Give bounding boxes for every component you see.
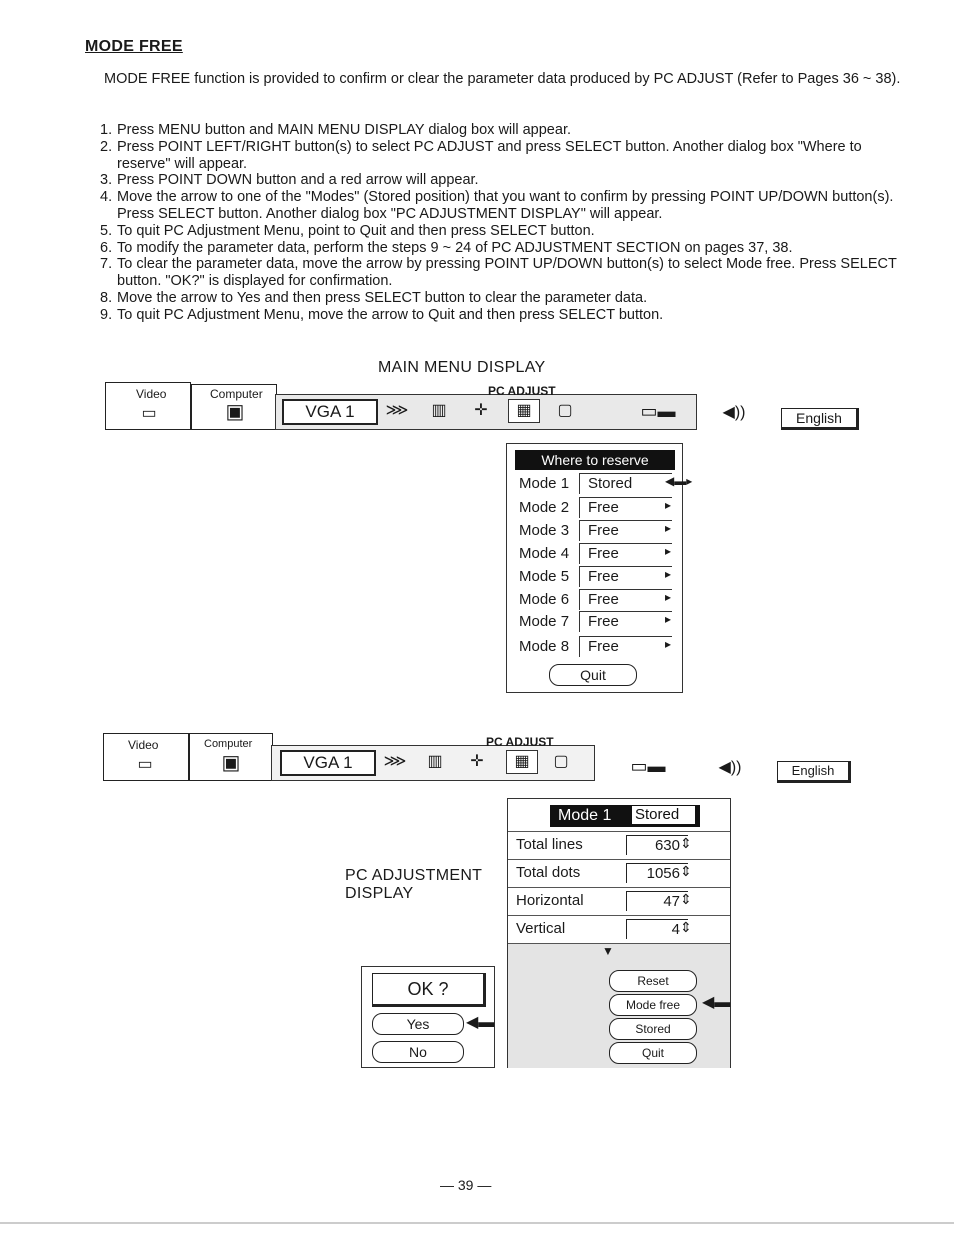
pointer-arrow-icon: ◀▬ bbox=[466, 1014, 495, 1031]
spinner-icon[interactable]: ⇕ bbox=[680, 835, 692, 851]
sync-icon[interactable]: ⋙ bbox=[385, 402, 409, 419]
step-item: 9. To quit PC Adjustment Menu, move the arrow to Quit and then press SELECT button. bbox=[100, 306, 664, 323]
chevron-right-icon: ▸ bbox=[665, 637, 672, 651]
image-icon[interactable]: ▭▬ bbox=[630, 756, 666, 776]
step-list bbox=[100, 122, 905, 324]
projector-icon: ▭ bbox=[137, 756, 153, 773]
input-source-field[interactable]: VGA 1 bbox=[280, 750, 376, 776]
pc-adjust-icon[interactable]: ▦ bbox=[508, 399, 540, 423]
ok-confirm-dialog bbox=[361, 966, 495, 1068]
spinner-icon[interactable]: ⇕ bbox=[680, 863, 692, 879]
stored-button[interactable]: Stored bbox=[609, 1018, 697, 1040]
yes-button[interactable]: Yes bbox=[372, 1013, 464, 1035]
where-to-reserve-dialog bbox=[506, 443, 693, 693]
mode-header: Mode 1 Stored bbox=[550, 805, 700, 827]
mode-row[interactable]: Mode 2 Free ▸ bbox=[519, 498, 672, 516]
chevron-right-icon: ▸ bbox=[665, 521, 672, 535]
language-field[interactable]: English bbox=[777, 761, 851, 783]
main-menu-bar-2 bbox=[103, 733, 853, 779]
pc-adjust-label: PC ADJUST bbox=[488, 384, 556, 398]
bottom-divider bbox=[0, 1222, 954, 1224]
ok-title: OK ? bbox=[372, 973, 486, 1007]
step-item: 4. Move the arrow to one of the "Modes" (Stored position) that you want to confirm by pressing POINT UP/DOWN button(s). Press SELECT button. Another dialog box "PC ADJUSTMENT DISPLAY" will appear. bbox=[100, 189, 894, 222]
param-row[interactable]: Total lines 630 ⇕ bbox=[508, 831, 730, 860]
clock-icon[interactable]: ▥ bbox=[431, 402, 447, 419]
position-icon[interactable]: ✛ bbox=[474, 402, 488, 419]
chevron-right-icon: ▸ bbox=[665, 498, 672, 512]
reset-button[interactable]: Reset bbox=[609, 970, 697, 992]
step-item: 3. Press POINT DOWN button and a red arrow will appear. bbox=[100, 172, 479, 189]
param-row[interactable]: Horizontal 47 ⇕ bbox=[508, 887, 730, 916]
section-title: MODE FREE bbox=[85, 38, 183, 55]
tab-computer[interactable]: Computer ▣ bbox=[191, 384, 277, 430]
mode-row[interactable]: Mode 8 Free ▸ bbox=[519, 637, 672, 655]
quit-button[interactable]: Quit bbox=[549, 664, 637, 686]
spinner-icon[interactable]: ⇕ bbox=[680, 919, 692, 935]
speaker-icon[interactable]: ◀)) bbox=[718, 759, 742, 776]
mode-row[interactable]: Mode 5 Free ▸ bbox=[519, 567, 672, 585]
page-number: — 39 — bbox=[440, 1177, 492, 1193]
chevron-right-icon: ▸ bbox=[665, 612, 672, 626]
step-item: 2. Press POINT LEFT/RIGHT button(s) to select PC ADJUST and press SELECT button. Another dialog box "Where to reserve" will appear. bbox=[100, 138, 862, 172]
chevron-right-icon: ▸ bbox=[665, 567, 672, 581]
screen-icon[interactable]: ▢ bbox=[553, 753, 569, 770]
projector-icon: ▭ bbox=[141, 405, 157, 422]
tab-video[interactable]: Video ▭ bbox=[105, 382, 191, 430]
input-source-field[interactable]: VGA 1 bbox=[282, 399, 378, 425]
pc-adjust-label: PC ADJUST bbox=[486, 735, 554, 749]
step-item: 5. To quit PC Adjustment Menu, point to Quit and then press SELECT button. bbox=[100, 222, 595, 239]
adjust-button-panel bbox=[508, 943, 730, 1068]
clock-icon[interactable]: ▥ bbox=[427, 753, 443, 770]
selection-arrow-icon: ◀▬▸ bbox=[665, 474, 693, 488]
image-icon[interactable]: ▭▬ bbox=[640, 401, 676, 421]
step-item: 8. Move the arrow to Yes and then press SELECT button to clear the parameter data. bbox=[100, 289, 648, 306]
pc-adjust-toolbar bbox=[271, 735, 595, 781]
chevron-down-icon: ▼ bbox=[602, 944, 614, 958]
step-item: 6. To modify the parameter data, perform the steps 9 ~ 24 of PC ADJUSTMENT SECTION on pages 37, 38. bbox=[100, 239, 793, 256]
param-row[interactable]: Vertical 4 ⇕ bbox=[508, 915, 730, 944]
chevron-right-icon: ▸ bbox=[665, 590, 672, 604]
mode-row[interactable]: Mode 3 Free ▸ bbox=[519, 521, 672, 539]
adjust-caption: PC ADJUSTMENT DISPLAY bbox=[345, 867, 483, 902]
speaker-icon[interactable]: ◀)) bbox=[722, 404, 746, 421]
computer-icon: ▣ bbox=[225, 401, 245, 423]
dialog-title: Where to reserve bbox=[515, 450, 675, 470]
step-item: 1. Press MENU button and MAIN MENU DISPLAY dialog box will appear. bbox=[100, 122, 571, 138]
position-icon[interactable]: ✛ bbox=[470, 753, 484, 770]
spinner-icon[interactable]: ⇕ bbox=[680, 891, 692, 907]
main-menu-bar bbox=[105, 382, 870, 428]
mode-state: Stored bbox=[632, 806, 695, 824]
language-field[interactable]: English bbox=[781, 408, 859, 430]
quit-button[interactable]: Quit bbox=[609, 1042, 697, 1064]
pc-adjustment-dialog bbox=[507, 798, 731, 1068]
pointer-arrow-icon: ◀▬ bbox=[702, 994, 731, 1011]
chevron-right-icon: ▸ bbox=[665, 544, 672, 558]
step-item: 7. To clear the parameter data, move the arrow by pressing POINT UP/DOWN button(s) to select Mode free. Press SELECT button. "OK?" is displayed for confirmation. bbox=[100, 256, 897, 290]
main-menu-caption: MAIN MENU DISPLAY bbox=[378, 359, 546, 376]
mode-row[interactable]: Mode 4 Free ▸ bbox=[519, 544, 672, 562]
screen-icon[interactable]: ▢ bbox=[557, 402, 573, 419]
pc-adjust-icon[interactable]: ▦ bbox=[506, 750, 538, 774]
mode-free-button[interactable]: Mode free bbox=[609, 994, 697, 1016]
no-button[interactable]: No bbox=[372, 1041, 464, 1063]
tab-computer[interactable]: Computer ▣ bbox=[189, 733, 273, 781]
mode-row[interactable]: Mode 1 Stored ◀▬▸ bbox=[519, 474, 693, 492]
computer-icon: ▣ bbox=[221, 752, 241, 774]
sync-icon[interactable]: ⋙ bbox=[383, 753, 407, 770]
tab-video[interactable]: Video ▭ bbox=[103, 733, 189, 781]
mode-row[interactable]: Mode 7 Free ▸ bbox=[519, 612, 672, 630]
mode-row[interactable]: Mode 6 Free ▸ bbox=[519, 590, 672, 608]
param-row[interactable]: Total dots 1056 ⇕ bbox=[508, 859, 730, 888]
intro-paragraph: MODE FREE function is provided to confirm or clear the parameter data produced by PC ADJUST (Refer to Pages 36 ~ 38). bbox=[104, 71, 901, 87]
